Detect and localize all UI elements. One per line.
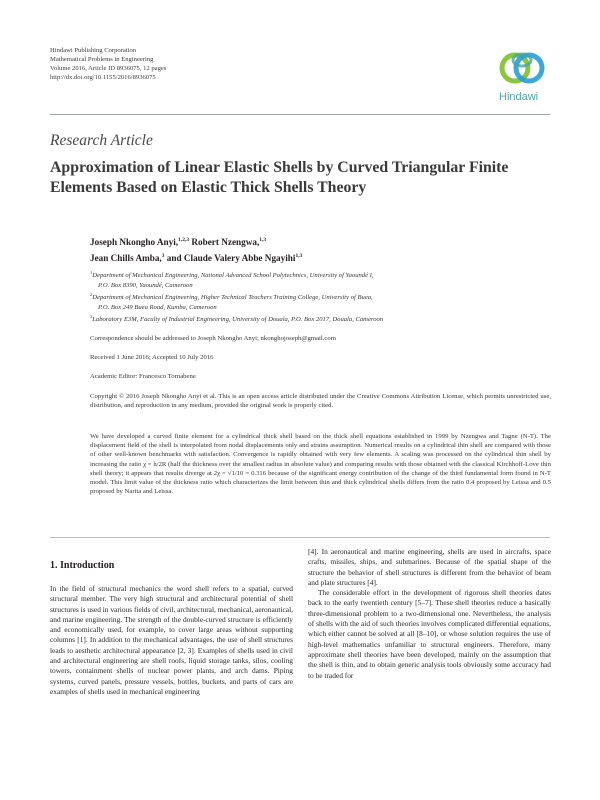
journal-info xyxy=(50,46,370,82)
author-list xyxy=(90,234,550,265)
affiliation-marker: 1 xyxy=(90,270,93,275)
author-name: Jean Chills Amba, xyxy=(90,252,162,263)
affiliation-line: Department of Mechanical Engineering, Higher Technical Teachers Training College, University of Buea, xyxy=(92,294,373,302)
body-paragraph: In the field of structural mechanics the word shell refers to a spatial, curved structural member. The very high structural and architectural potential of shell structures is used in various fields of civil, architectural, mechanical, aeronautical, and marine engineering. The strength of the double-curved structure is efficiently and economically used, for example, to cover large areas without supporting columns [1]. In addition to the mechanical advantages, the use of shell structures leads to aesthetic architectural appearance [2, 3]. Examples of shells used in civil and architectural engineering are shell roofs, liquid storage tanks, silos, cooling towers, containment shells of nuclear power plants, and arch dams. Piping systems, curved panels, pressure vessels, bottles, buckets, and parts of cars are examples of shells used in mechanical engineering xyxy=(50,584,293,696)
header-divider xyxy=(50,114,550,115)
affiliation-line: P.O. Box 8390, Yaoundé, Cameroon xyxy=(98,281,193,289)
author-name: Robert Nzengwa, xyxy=(189,237,260,248)
author-name: and Claude Valery Abbe Ngayihi xyxy=(164,252,296,263)
author-name: Joseph Nkongho Anyi, xyxy=(90,237,179,248)
body-paragraph: The considerable effort in the development of rigorous shell theories dates back to the early twentieth century [5–7]. These shell theories reduce a basically three-dimensional problem to a two-dimensional one. Nevertheless, the analysis of shells with the aid of such theories involves complicated differential equations, which either cannot be solved at all [8–10], or whose solution requires the use of high-level mathematics unfamiliar to structural engineers. Therefore, many approximate shell theories have been developed, mainly on the assumption that the shell is thin, and to obtain generic analysis tools obviously some accuracy had to be traded for xyxy=(308,588,551,680)
author-affiliation-marker: 1,3 xyxy=(259,237,267,243)
affiliation-marker: 3 xyxy=(90,314,93,319)
affiliation-line: Laboratory E3M, Faculty of Industrial Engineering, University of Douala, P.O. Box 2017, Douala, Cameroon xyxy=(92,316,384,324)
body-column-right xyxy=(308,547,551,681)
journal-name: Mathematical Problems in Engineering xyxy=(50,56,154,63)
affiliation-line: P.O. Box 249 Buea Road, Kumba, Cameroon xyxy=(98,303,217,311)
volume-info: Volume 2016, Article ID 8936075, 12 pages xyxy=(50,65,167,72)
affiliation-marker: 2 xyxy=(90,292,93,297)
author-affiliation-marker: 1,2,3 xyxy=(178,237,190,243)
correspondence: Correspondence should be addressed to Joseph Nkongho Anyi; nkonghojoseph@gmail.com xyxy=(90,335,336,342)
abstract-divider xyxy=(50,537,550,538)
author-affiliation-marker: 3 xyxy=(161,252,165,259)
abstract: We have developed a curved finite element for a cylindrical thick shell based on the thick shell equations established in 1999 by Nzengwa and Tagne (N-T). The displacement field of the shell is interpolated from nodal displacements only and strains assumption. Numerical results on a cylindrical thin shell are compared with those of other well-known benchmarks with satisfaction. Convergence is rapidly obtained with very few elements. A scaling was processed on the cylindrical thin shell by increasing the ratio χ = h/2R (half the thickness over the smallest radius in absolute value) and comparing results with those obtained with the classical Kirchhoff-Love thin shell theory; it appears that results diverge at 2χ = √1/10 = 0.316 because of the significant energy contribution of the change of the third fundamental form found in N-T model. This limit value of the thickness ratio which characterizes the limit between thin and thick cylindrical shells differs from the ratio 0.4 proposed by Leissa and 0.5 proposed by Narita and Leissa. xyxy=(90,433,551,496)
hindawi-logo-text: Hindawi xyxy=(499,91,539,103)
publisher-name: Hindawi Publishing Corporation xyxy=(50,47,137,54)
copyright-notice: Copyright © 2016 Joseph Nkongho Anyi et al. This is an open access article distributed under the Creative Commons Attribution License, which permits unrestricted use, distribution, and reproduction in any medium, provided the original work is properly cited. xyxy=(90,393,551,410)
received-dates: Received 1 June 2016; Accepted 10 July 2016 xyxy=(90,354,214,361)
body-paragraph: [4]. In aeronautical and marine engineering, shells are used in aircrafts, space crafts, missiles, ships, and submarines. Because of the spatial shape of the structure the behavior of shell structures is different from the behavior of beam and plate structures [4]. xyxy=(308,547,551,587)
section-heading: 1. Introduction xyxy=(50,560,115,571)
affiliations xyxy=(90,268,550,325)
body-column-left xyxy=(50,584,293,697)
affiliation-line: Department of Mechanical Engineering, National Advanced School Polytechnics, University of Yaoundé I, xyxy=(92,272,374,280)
academic-editor: Academic Editor: Francesco Tornabene xyxy=(90,373,196,380)
article-type: Research Article xyxy=(50,132,153,149)
author-affiliation-marker: 1,3 xyxy=(295,252,303,259)
article-title: Approximation of Linear Elastic Shells by Curved Triangular Finite Elements Based on Elastic Thick Shells Theory xyxy=(50,159,509,196)
doi-link[interactable]: http://dx.doi.org/10.1155/2016/8936075 xyxy=(50,74,156,81)
